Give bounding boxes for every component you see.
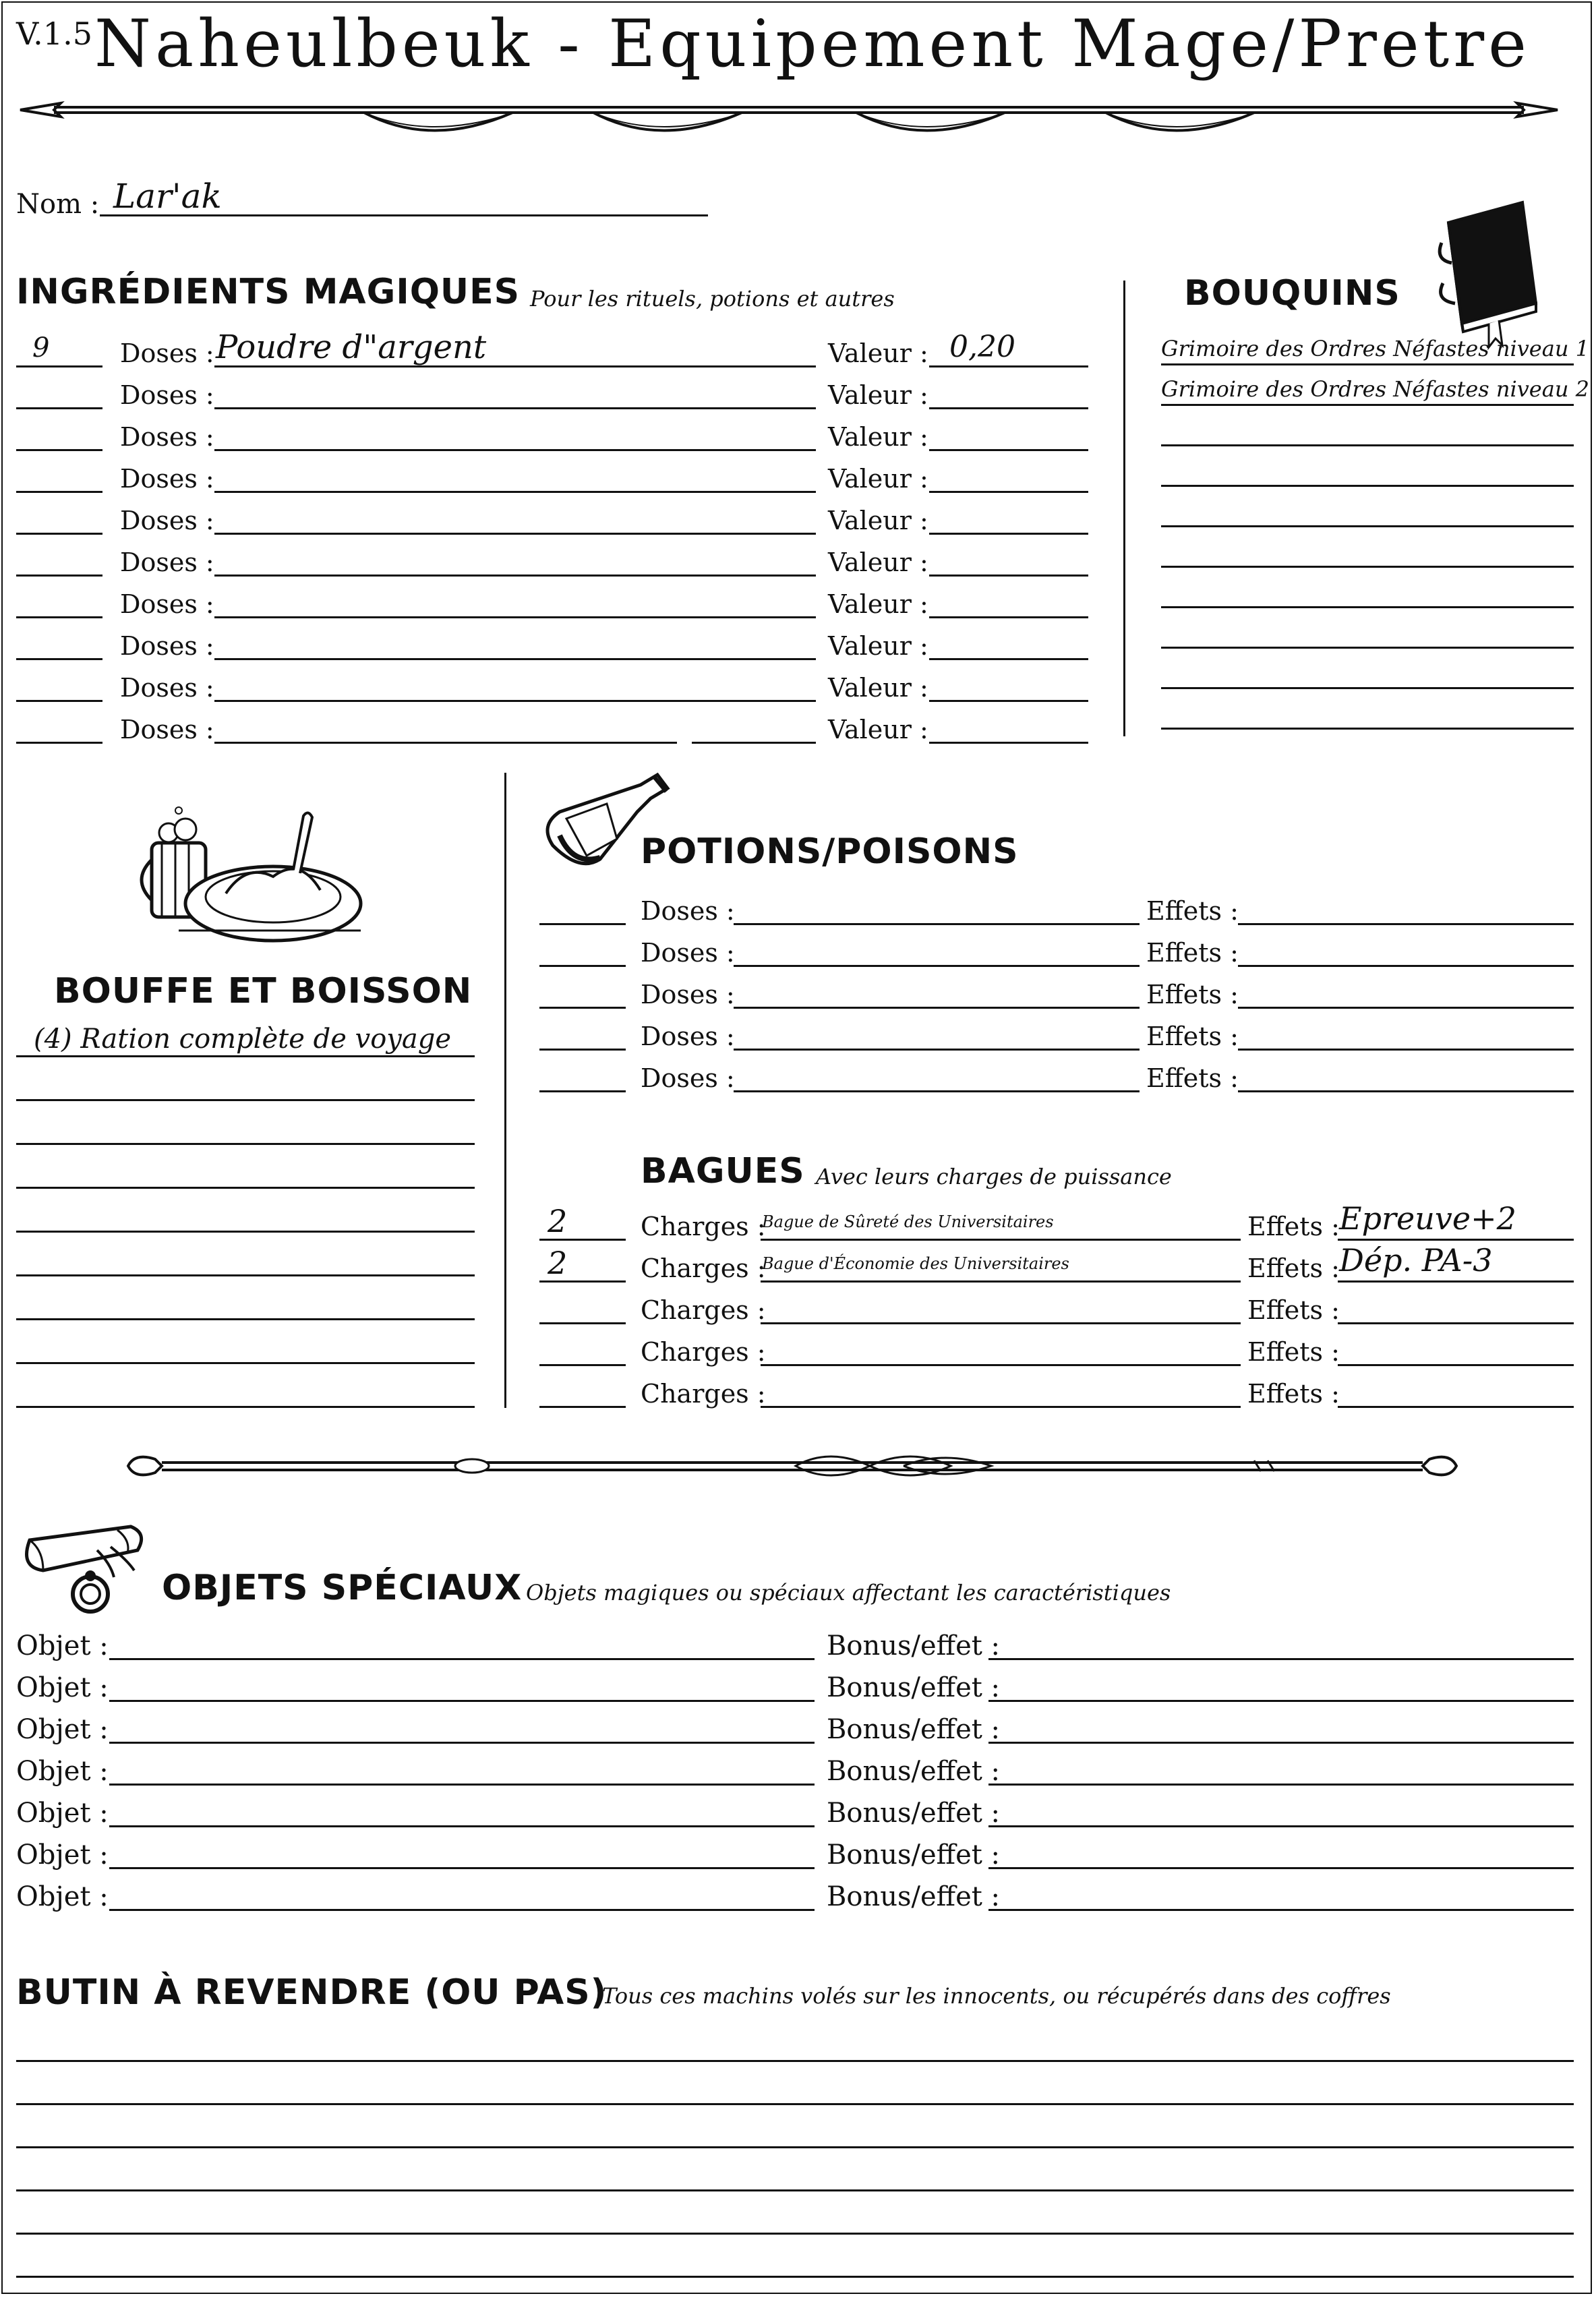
potion-name-field[interactable] <box>734 965 1140 967</box>
vertical-divider-middle <box>504 773 506 1408</box>
ring-name-value[interactable]: Bague de Sûreté des Universitaires <box>762 1212 1054 1231</box>
bouquin-field[interactable] <box>1161 363 1574 365</box>
objet-bonus-field[interactable] <box>988 1742 1574 1744</box>
ring-effect-value[interactable]: Dép. PA-3 <box>1339 1242 1493 1278</box>
bouffe-section-title: BOUFFE ET BOISSON <box>54 971 473 1011</box>
ring-name-field[interactable] <box>761 1406 1241 1408</box>
ring-effect-field[interactable] <box>1338 1239 1574 1241</box>
potion-doses-label: Doses : <box>641 1022 735 1051</box>
ingredient-quantity-field[interactable] <box>16 658 102 660</box>
objet-label: Objet : <box>16 1881 109 1912</box>
ingredient-doses-label: Doses : <box>120 715 214 744</box>
objet-bonus-field[interactable] <box>988 1825 1574 1827</box>
ingredient-value-field[interactable] <box>929 658 1088 660</box>
version-label: V.1.5 <box>16 16 92 52</box>
ingredient-name-field[interactable] <box>214 700 816 702</box>
potion-quantity-field[interactable] <box>539 923 626 925</box>
ring-charges-label: Charges : <box>641 1379 766 1409</box>
ring-charges-field[interactable] <box>539 1364 626 1366</box>
ring-charges-field[interactable] <box>539 1406 626 1408</box>
ring-effect-field[interactable] <box>1338 1280 1574 1283</box>
ingredient-valeur-label: Valeur : <box>828 422 928 452</box>
ingredient-valeur-label: Valeur : <box>828 464 928 494</box>
bouquin-field[interactable] <box>1161 525 1574 527</box>
ingredient-valeur-label: Valeur : <box>828 715 928 744</box>
ingredients-section-subtitle: Pour les rituels, potions et autres <box>530 286 895 312</box>
bouffe-field[interactable] <box>16 1231 475 1233</box>
bouquin-field[interactable] <box>1161 687 1574 689</box>
objet-bonus-field[interactable] <box>988 1700 1574 1702</box>
bouffe-field[interactable] <box>16 1099 475 1101</box>
objet-bonus-label: Bonus/effet : <box>827 1798 1001 1829</box>
ingredient-doses-label: Doses : <box>120 380 214 410</box>
bagues-section-title: BAGUES <box>641 1151 805 1191</box>
potion-effets-label: Effets : <box>1146 938 1239 968</box>
ingredient-value-field[interactable] <box>929 407 1088 409</box>
ring-charges-label: Charges : <box>641 1295 766 1325</box>
bouquin-field[interactable] <box>1161 485 1574 487</box>
ring-effect-field[interactable] <box>1338 1364 1574 1366</box>
potion-quantity-field[interactable] <box>539 1049 626 1051</box>
bouffe-field[interactable] <box>16 1406 475 1408</box>
ingredient-quantity-field[interactable] <box>16 449 102 451</box>
ring-effect-field[interactable] <box>1338 1322 1574 1324</box>
potion-effect-field[interactable] <box>1238 965 1574 967</box>
butin-field[interactable] <box>16 2276 1574 2278</box>
butin-field[interactable] <box>16 2146 1574 2148</box>
ring-effect-field[interactable] <box>1338 1406 1574 1408</box>
ingredient-quantity-field[interactable] <box>16 742 102 744</box>
ring-name-field[interactable] <box>761 1280 1241 1283</box>
ingredient-doses-label: Doses : <box>120 338 214 368</box>
ring-effets-label: Effets : <box>1247 1212 1340 1241</box>
ingredient-valeur-label: Valeur : <box>828 631 928 661</box>
ring-effets-label: Effets : <box>1247 1254 1340 1283</box>
butin-field[interactable] <box>16 2103 1574 2105</box>
ingredient-name-field[interactable] <box>214 616 816 618</box>
objets-section-title: OBJETS SPÉCIAUX <box>162 1568 523 1608</box>
ingredient-name-value[interactable]: Poudre d"argent <box>216 328 487 366</box>
ingredient-valeur-label: Valeur : <box>828 338 928 368</box>
ring-name-value[interactable]: Bague d'Économie des Universitaires <box>762 1254 1069 1273</box>
potion-effets-label: Effets : <box>1146 980 1239 1009</box>
ingredient-name-field[interactable] <box>214 574 816 577</box>
objet-label: Objet : <box>16 1756 109 1787</box>
ring-charges-label: Charges : <box>641 1337 766 1367</box>
potion-quantity-field[interactable] <box>539 1007 626 1009</box>
butin-field[interactable] <box>16 2060 1574 2062</box>
ring-effets-label: Effets : <box>1247 1379 1340 1409</box>
scroll-and-ring-icon <box>16 1513 158 1621</box>
objet-bonus-field[interactable] <box>988 1658 1574 1660</box>
potion-doses-label: Doses : <box>641 938 735 968</box>
objet-name-field[interactable] <box>109 1784 815 1786</box>
butin-field[interactable] <box>16 2189 1574 2191</box>
objets-section-subtitle: Objets magiques ou spéciaux affectant les caractéristiques <box>526 1580 1171 1605</box>
ingredient-name-field[interactable] <box>214 407 816 409</box>
ingredients-section-title: INGRÉDIENTS MAGIQUES <box>16 272 521 312</box>
objet-bonus-label: Bonus/effet : <box>827 1756 1001 1787</box>
ingredient-valeur-label: Valeur : <box>828 548 928 577</box>
bouffe-field[interactable] <box>16 1187 475 1189</box>
potion-effets-label: Effets : <box>1146 896 1239 926</box>
ring-effets-label: Effets : <box>1247 1295 1340 1325</box>
ingredient-value-field[interactable] <box>929 574 1088 577</box>
objet-name-field[interactable] <box>109 1867 815 1869</box>
ingredient-doses-label: Doses : <box>120 548 214 577</box>
potion-effets-label: Effets : <box>1146 1022 1239 1051</box>
ring-name-field[interactable] <box>761 1239 1241 1241</box>
ingredient-valeur-label: Valeur : <box>828 589 928 619</box>
objet-bonus-label: Bonus/effet : <box>827 1714 1001 1745</box>
potion-quantity-field[interactable] <box>539 965 626 967</box>
ingredient-quantity-field[interactable] <box>16 616 102 618</box>
ingredient-quantity-field[interactable] <box>16 700 102 702</box>
objet-bonus-label: Bonus/effet : <box>827 1672 1001 1703</box>
bouquin-field[interactable] <box>1161 566 1574 568</box>
objet-name-field[interactable] <box>109 1742 815 1744</box>
ingredient-doses-label: Doses : <box>120 589 214 619</box>
ingredient-quantity-field[interactable] <box>16 491 102 493</box>
objet-name-field[interactable] <box>109 1700 815 1702</box>
bouquin-field[interactable] <box>1161 606 1574 608</box>
potion-effect-field[interactable] <box>1238 1090 1574 1092</box>
ingredient-value-field[interactable] <box>929 533 1088 535</box>
ingredient-doses-label: Doses : <box>120 673 214 703</box>
ingredient-name-field[interactable] <box>214 658 816 660</box>
bouquins-section-title: BOUQUINS <box>1184 273 1400 314</box>
objet-bonus-field[interactable] <box>988 1867 1574 1869</box>
ring-charges-value[interactable]: 2 <box>548 1245 568 1281</box>
book-icon <box>1435 196 1549 344</box>
spear-divider-top <box>13 84 1585 145</box>
ring-charges-label: Charges : <box>641 1212 766 1241</box>
ingredient-value-field[interactable] <box>929 365 1088 367</box>
bouquin-value[interactable]: Grimoire des Ordres Néfastes niveau 1 <box>1161 336 1589 361</box>
ingredient-quantity-value[interactable]: 9 <box>32 332 50 363</box>
ingredient-name-field-extra[interactable] <box>692 742 816 744</box>
potion-quantity-field[interactable] <box>539 1090 626 1092</box>
bouffe-field[interactable] <box>16 1055 475 1057</box>
bouffe-field[interactable] <box>16 1362 475 1364</box>
bouquin-field[interactable] <box>1161 647 1574 649</box>
ingredient-doses-label: Doses : <box>120 506 214 535</box>
butin-section-title: BUTIN À REVENDRE (OU PAS) <box>16 1972 608 2013</box>
objet-bonus-label: Bonus/effet : <box>827 1839 1001 1870</box>
potion-name-field[interactable] <box>734 923 1140 925</box>
ingredient-doses-label: Doses : <box>120 422 214 452</box>
ingredient-value-field[interactable] <box>929 449 1088 451</box>
ingredient-value-field[interactable] <box>929 491 1088 493</box>
bouquin-field[interactable] <box>1161 444 1574 446</box>
objet-label: Objet : <box>16 1672 109 1703</box>
ring-name-field[interactable] <box>761 1322 1241 1324</box>
ingredient-value-field[interactable] <box>929 616 1088 618</box>
potion-name-field[interactable] <box>734 1090 1140 1092</box>
vertical-divider-top <box>1123 281 1125 736</box>
objet-name-field[interactable] <box>109 1909 815 1911</box>
bagues-section-subtitle: Avec leurs charges de puissance <box>816 1164 1172 1189</box>
ring-charges-label: Charges : <box>641 1254 766 1283</box>
ingredient-valeur-label: Valeur : <box>828 506 928 535</box>
objet-bonus-label: Bonus/effet : <box>827 1630 1001 1661</box>
objet-label: Objet : <box>16 1714 109 1745</box>
bouffe-field[interactable] <box>16 1318 475 1320</box>
name-value[interactable]: Lar'ak <box>113 177 222 216</box>
ingredient-value-field[interactable] <box>929 742 1088 744</box>
bouffe-value[interactable]: (4) Ration complète de voyage <box>34 1024 452 1055</box>
potion-effect-field[interactable] <box>1238 1049 1574 1051</box>
ingredient-quantity-field[interactable] <box>16 365 102 367</box>
ingredient-quantity-field[interactable] <box>16 533 102 535</box>
food-and-drink-icon <box>138 802 367 944</box>
bouquin-value[interactable]: Grimoire des Ordres Néfastes niveau 2 <box>1161 376 1589 402</box>
bouffe-field[interactable] <box>16 1143 475 1145</box>
ingredient-name-field[interactable] <box>214 742 677 744</box>
ring-charges-value[interactable]: 2 <box>548 1203 568 1239</box>
ingredient-valeur-label: Valeur : <box>828 673 928 703</box>
ingredient-value-field[interactable] <box>929 700 1088 702</box>
bouquin-field[interactable] <box>1161 404 1574 406</box>
objet-name-field[interactable] <box>109 1658 815 1660</box>
ring-name-field[interactable] <box>761 1364 1241 1366</box>
bouquin-field[interactable] <box>1161 728 1574 730</box>
ring-charges-field[interactable] <box>539 1322 626 1324</box>
potion-name-field[interactable] <box>734 1049 1140 1051</box>
staff-divider <box>121 1440 1463 1494</box>
potion-effect-field[interactable] <box>1238 923 1574 925</box>
ring-effets-label: Effets : <box>1247 1337 1340 1367</box>
potion-doses-label: Doses : <box>641 896 735 926</box>
objet-label: Objet : <box>16 1798 109 1829</box>
ingredient-name-field[interactable] <box>214 533 816 535</box>
bouffe-field[interactable] <box>16 1274 475 1276</box>
objet-bonus-field[interactable] <box>988 1909 1574 1911</box>
ingredient-quantity-field[interactable] <box>16 574 102 577</box>
potion-doses-label: Doses : <box>641 980 735 1009</box>
potions-section-title: POTIONS/POISONS <box>641 831 1019 872</box>
page-title: Naheulbeuk - Equipement Mage/Pretre <box>94 6 1531 82</box>
butin-section-subtitle: Tous ces machins volés sur les innocents, ou récupérés dans des coffres <box>602 1983 1391 2009</box>
butin-field[interactable] <box>16 2233 1574 2235</box>
potion-effets-label: Effets : <box>1146 1063 1239 1093</box>
potion-doses-label: Doses : <box>641 1063 735 1093</box>
ingredient-value-value[interactable]: 0,20 <box>949 330 1015 364</box>
objet-label: Objet : <box>16 1630 109 1661</box>
ingredient-name-field[interactable] <box>214 449 816 451</box>
objet-bonus-field[interactable] <box>988 1784 1574 1786</box>
objet-name-field[interactable] <box>109 1825 815 1827</box>
potion-name-field[interactable] <box>734 1007 1140 1009</box>
ingredient-doses-label: Doses : <box>120 631 214 661</box>
ingredient-name-field[interactable] <box>214 491 816 493</box>
name-label: Nom : <box>16 189 100 220</box>
ingredient-doses-label: Doses : <box>120 464 214 494</box>
objet-label: Objet : <box>16 1839 109 1870</box>
objet-bonus-label: Bonus/effet : <box>827 1881 1001 1912</box>
ring-effect-value[interactable]: Epreuve+2 <box>1339 1200 1516 1237</box>
ingredient-quantity-field[interactable] <box>16 407 102 409</box>
potion-effect-field[interactable] <box>1238 1007 1574 1009</box>
ingredient-valeur-label: Valeur : <box>828 380 928 410</box>
